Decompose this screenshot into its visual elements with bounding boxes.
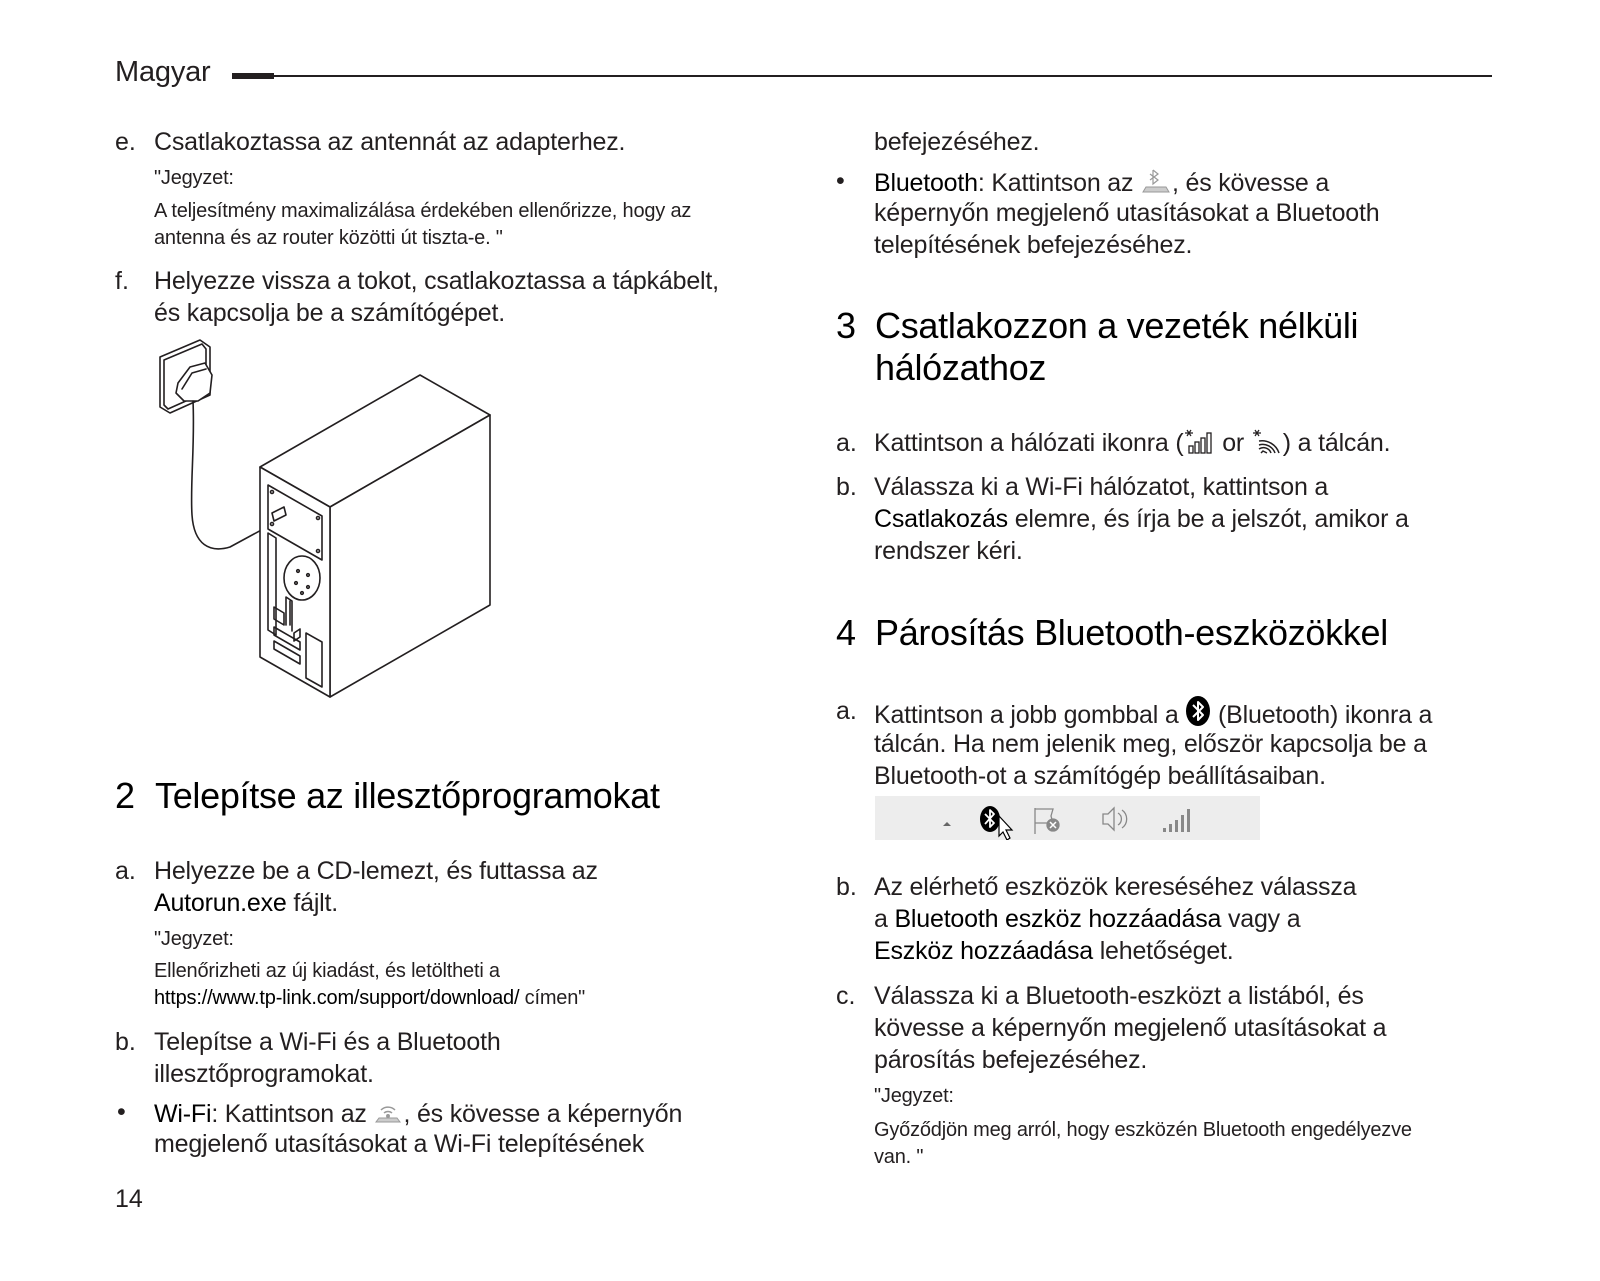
download-link[interactable]: https://www.tp-link.com/support/download/ [154,987,520,1009]
wifi-continued: befejezéséhez. [874,128,1040,156]
bullet-bt-line3: telepítésének befejezéséhez. [874,231,1193,259]
note-a-line2 [154,985,585,1012]
s4-item-a-line2: tálcán. Ha nem jelenik meg, először kapcsolja be a [874,730,1427,758]
section-3-number: 3 [836,305,857,346]
note-e-line1: A teljesítmény maximalizálása érdekében ellenőrizze, hogy az [154,200,692,222]
section-3-title-line1: Csatlakozzon a vezeték nélküli [875,305,1359,346]
s4-item-c-marker: c. [836,982,856,1010]
network-signal-icon [1163,809,1190,832]
item-f-marker: f. [115,267,129,295]
wifi-network-icon [1251,427,1283,463]
speaker-volume-icon [1103,808,1127,830]
header-rule [274,75,1492,77]
section-2-title: Telepítse az illesztőprogramokat [155,775,660,816]
note-c-label: "Jegyzet: [874,1085,954,1107]
s3-item-a-text2: ) a tálcán. [1282,429,1391,457]
header-accent-bar [232,73,274,79]
section-4-title: Párosítás Bluetooth-eszközökkel [875,612,1388,653]
note-a-label: "Jegyzet: [154,928,234,950]
s3-item-b-line2 [874,503,1409,535]
s3-item-a-marker: a. [836,429,857,457]
s4-item-b-line3 [874,935,1234,967]
s4-item-b-line1: Az elérhető eszközök kereséséhez válassza [874,873,1357,901]
bluetooth-tray-icon-in-taskbar [980,806,1012,840]
action-center-flag-icon [1035,808,1059,834]
mouse-cursor-icon [999,816,1012,840]
autorun-filename: Autorun.exe [154,889,287,917]
bullet-wifi-text1: : Kattintson az [211,1100,374,1128]
bullet-bt-line2: képernyőn megjelenő utasításokat a Bluetooth [874,199,1380,227]
bullet-wifi-marker: • [117,1098,126,1126]
s4-item-c-line1: Válassza ki a Bluetooth-eszközt a listából, és [874,982,1364,1010]
section-2-number: 2 [115,775,136,816]
section-4-number: 4 [836,612,857,653]
s3-item-b-marker: b. [836,473,857,501]
s2-item-b-line2: illesztőprogramokat. [154,1060,374,1088]
taskbar-illustration [875,796,1260,840]
s4-item-b-line3-rest: lehetőséget. [1092,937,1234,965]
pc-tower-illustration [150,335,520,725]
s2-item-a-line1: Helyezze be a CD-lemezt, és futtassa az [154,857,598,885]
s2-item-a-marker: a. [115,857,136,885]
wall-socket [160,340,212,413]
s3-item-b-line2-rest: elemre, és írja be a jelszót, amikor a [1007,505,1409,533]
item-f-line2: és kapcsolja be a számítógépet. [154,299,505,327]
s4-item-c-line3: párosítás befejezéséhez. [874,1046,1148,1074]
wifi-label: Wi-Fi [154,1100,212,1128]
bluetooth-label: Bluetooth [874,169,978,197]
s4-item-b-marker: b. [836,873,857,901]
bullet-bt-text1: : Kattintson az [977,169,1141,197]
s4-item-a-text1: Kattintson a jobb gombbal a [874,701,1186,729]
note-e-label: "Jegyzet: [154,167,234,189]
page-number: 14 [115,1185,143,1213]
show-hidden-icons-chevron-icon [943,822,951,826]
s4-item-c-line2: kövesse a képernyőn megjelenő utasításokat a [874,1014,1387,1042]
s4-item-b-line2-rest: vagy a [1221,905,1301,933]
note-e-line2: antenna és az router közötti út tiszta-e. " [154,227,503,249]
note-a-line1: Ellenőrizheti az új kiadást, és letöltheti a [154,960,500,982]
bullet-wifi-text2: , és kövesse a képernyőn [403,1100,683,1128]
item-e-marker: e. [115,128,136,156]
s4-item-a-line3: Bluetooth-ot a számítógép beállításaiban. [874,762,1326,790]
bullet-bt-marker: • [836,167,845,195]
add-device-label: Eszköz hozzáadása [874,937,1093,965]
s2-item-a-line2 [154,887,338,919]
add-bluetooth-device-label: Bluetooth eszköz hozzáadása [894,905,1222,933]
s2-item-b-line1: Telepítse a Wi-Fi és a Bluetooth [154,1028,501,1056]
section-3-title-line2: hálózathoz [875,347,1047,388]
taskbar-icons [875,796,1260,840]
s2-item-a-line2-rest: fájlt. [286,889,339,917]
s3-item-a-text1: Kattintson a hálózati ikonra ( [874,429,1184,457]
bullet-bt-text2: , és kövesse a [1172,169,1330,197]
s3-item-a-or: or [1215,429,1251,457]
s4-item-b-line2-pre: a [874,905,895,933]
note-c-line2: van. " [874,1146,924,1168]
note-c-line1: Győződjön meg arról, hogy eszközén Bluetooth engedélyezve [874,1119,1412,1141]
s2-item-b-marker: b. [115,1028,136,1056]
bullet-wifi-line2: megjelenő utasításokat a Wi-Fi telepítésének [154,1130,645,1158]
note-a-link-rest: címen" [519,987,586,1009]
item-e-text: Csatlakoztassa az antennát az adapterhez. [154,128,626,156]
item-f-line1: Helyezze vissza a tokot, csatlakoztassa a tápkábelt, [154,267,719,295]
connect-label: Csatlakozás [874,505,1008,533]
s3-item-b-line3: rendszer kéri. [874,537,1023,565]
header-language: Magyar [115,56,211,88]
s4-item-b-line2 [874,903,1300,935]
cellular-network-icon [1183,427,1215,463]
s4-item-a-marker: a. [836,697,857,725]
s4-item-a-text2: (Bluetooth) ikonra a [1211,701,1433,729]
s3-item-a-line1 [874,427,1390,463]
s3-item-b-line1: Válassza ki a Wi-Fi hálózatot, kattintson a [874,473,1329,501]
